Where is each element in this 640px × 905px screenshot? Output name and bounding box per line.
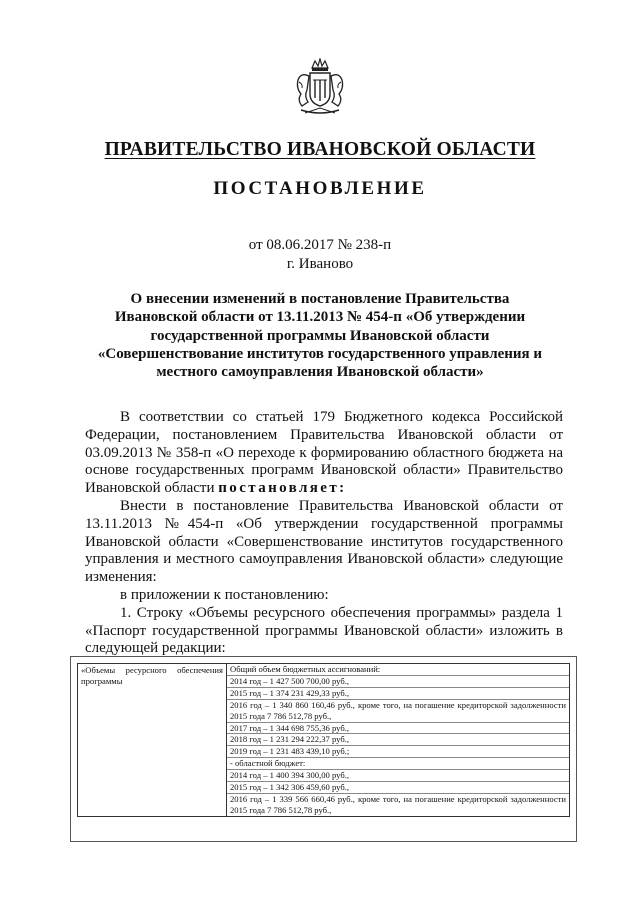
table-value-cell: [227, 664, 570, 817]
body-paragraph: В соответствии со статьей 179 Бюджетного кодекса Российской Федерации, постановлением Правительства Ивановской области от 03.09.2013 № 358-п «О переходе к формированию областного бюджета на основе государственных программ Ивановской области» Правительство Ивановской области постановляет:: [85, 409, 563, 497]
subject-line: государственной программы Ивановской области: [150, 327, 490, 344]
subject-line: местного самоуправления Ивановской области»: [156, 364, 484, 381]
table-row: - областной бюджет:: [227, 758, 569, 770]
resource-table: [77, 663, 570, 817]
table-row: 2015 год – 1 342 306 459,60 руб.,: [227, 782, 569, 794]
document-city: г. Иваново: [286, 256, 354, 272]
subject-line: Ивановской области от 13.11.2013 № 454-п «Об утверждении: [114, 309, 526, 326]
table-row: 2014 год – 1 400 394 300,00 руб.,: [227, 770, 569, 782]
document-subject: [80, 290, 560, 381]
table-row: 2014 год – 1 427 500 700,00 руб.,: [227, 676, 569, 688]
body-paragraph: в приложении к постановлению:: [120, 586, 329, 603]
table-label-cell: «Объемы ресурсного обеспечения программы: [78, 664, 227, 817]
document-meta: [0, 236, 640, 274]
subject-line: «Совершенствование институтов государственного управления и: [97, 345, 543, 362]
document-date-number: от 08.06.2017 № 238-п: [248, 237, 392, 253]
table-row: 2016 год – 1 339 566 660,46 руб., кроме того, на погашение кредиторской задолженности 2015 года 7 786 512,78 руб.,: [230, 793, 566, 815]
document-body: [85, 409, 563, 658]
body-paragraph: Внести в постановление Правительства Ивановской области от 13.11.2013 №454-п «Об утверждении государственной программы Ивановской области «Совершенствование институтов государственного управления и местного самоуправления Ивановской области» следующие изменения:: [85, 497, 563, 586]
table-row: 2015 год – 1 374 231 429,33 руб.,: [227, 688, 569, 700]
table-row: Общий объем бюджетных ассигнований:: [227, 664, 569, 676]
table-row: 2017 год – 1 344 698 755,36 руб.,: [227, 723, 569, 735]
government-title: ПРАВИТЕЛЬСТВО ИВАНОВСКОЙ ОБЛАСТИ: [104, 139, 536, 160]
subject-line: О внесении изменений в постановление Правительства: [130, 291, 510, 307]
body-paragraph: 1. Строку «Объемы ресурсного обеспечения программы» раздела 1 «Паспорт государственной программы Ивановской области» изложить в следующей редакции:: [85, 604, 563, 657]
table-row: 2018 год – 1 231 294 222,37 руб.,: [227, 734, 569, 746]
table-row: 2016 год – 1 340 860 160,46 руб., кроме того, на погашение кредиторской задолженности 2015 года 7 786 512,78 руб.,: [227, 700, 569, 723]
coat-of-arms-icon: [293, 58, 347, 118]
document-type: ПОСТАНОВЛЕНИЕ: [213, 178, 427, 199]
decree-keyword: постановляет: [218, 480, 340, 497]
table-row: 2019 год – 1 231 483 439,10 руб.;: [227, 746, 569, 758]
